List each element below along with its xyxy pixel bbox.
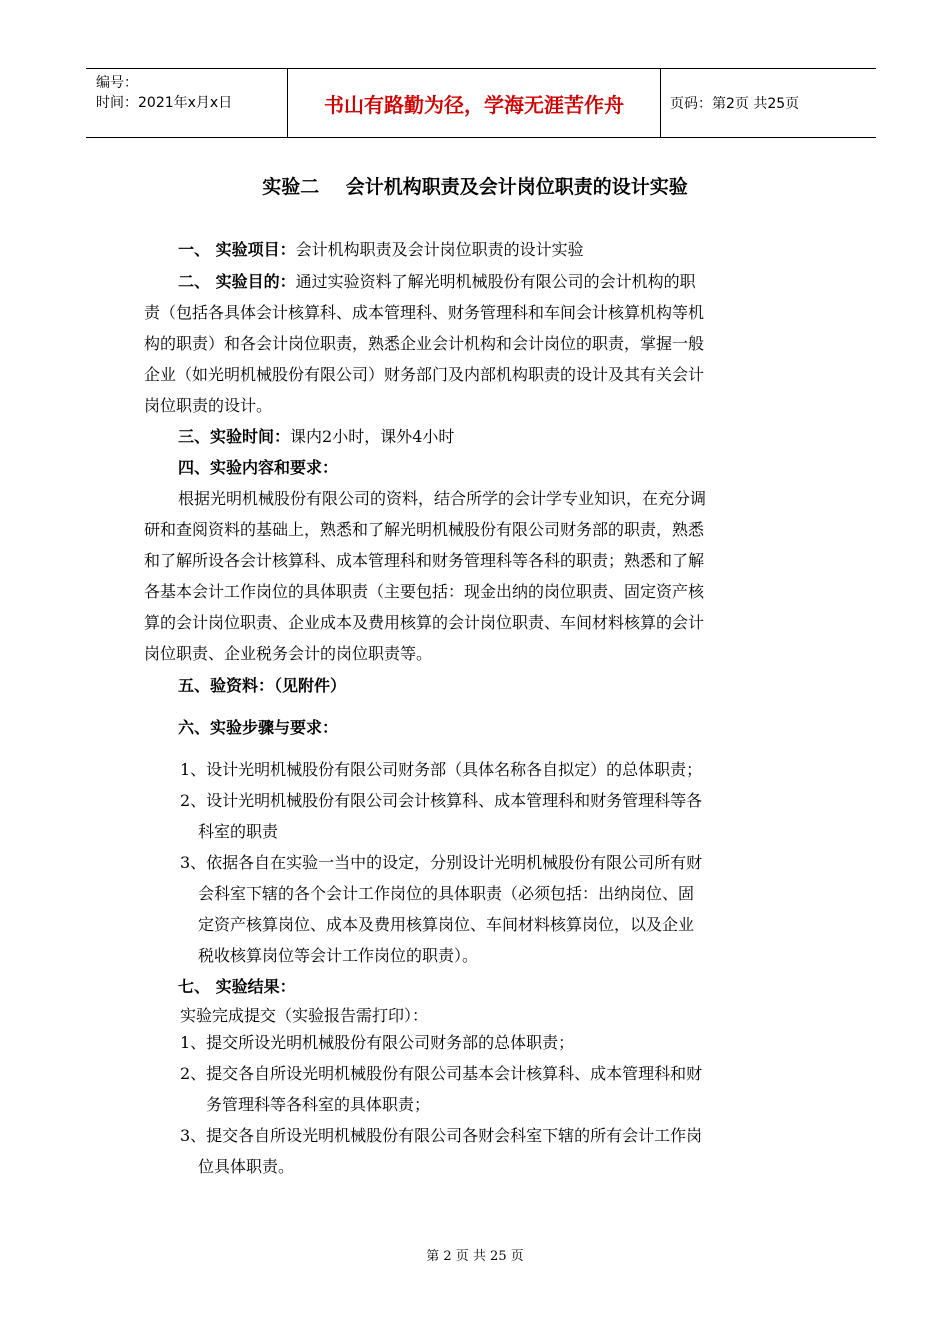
section-6-item-3-cont-3: 税收核算岗位等会计工作岗位的职责）。 bbox=[198, 946, 479, 965]
document-title: 实验二 会计机构职责及会计岗位职责的设计实验 bbox=[262, 176, 688, 198]
section-6-heading: 六、实验步骤与要求： bbox=[178, 718, 339, 737]
section-4-line-5: 算的会计岗位职责、企业成本及费用核算的会计岗位职责、车间材料核算的会计 bbox=[144, 613, 705, 632]
header-meta bbox=[86, 69, 296, 137]
header-page-number: 页码：第2页 共25页 bbox=[670, 96, 800, 112]
section-6-item-2-cont: 科室的职责 bbox=[198, 822, 279, 841]
section-2-line-5: 岗位职责的设计。 bbox=[144, 396, 273, 415]
section-1 bbox=[178, 236, 584, 264]
document-time-label: 时间：2021年x月x日 bbox=[96, 95, 233, 111]
section-2-line-1 bbox=[178, 268, 696, 296]
section-2-line-2: 责（包括各具体会计核算科、成本管理科、财务管理科和车间会计核算机构等机 bbox=[144, 303, 705, 322]
section-6-item-3: 3、依据各自在实验一当中的设定，分别设计光明机械股份有限公司所有财 bbox=[180, 853, 703, 872]
section-5-heading: 五、验资料：（见附件） bbox=[178, 676, 347, 695]
section-7-item-2: 2、提交各自所设光明机械股份有限公司基本会计核算科、成本管理科和财 bbox=[180, 1064, 703, 1083]
section-2-line-4: 企业（如光明机械股份有限公司）财务部门及内部机构职责的设计及其有关会计 bbox=[144, 365, 705, 384]
section-7-item-1: 1、提交所设光明机械股份有限公司财务部的总体职责； bbox=[180, 1033, 575, 1052]
document-number-label: 编号： bbox=[96, 75, 138, 91]
section-4-heading: 四、实验内容和要求： bbox=[178, 458, 339, 477]
section-4-line-6: 岗位职责、企业税务会计的岗位职责等。 bbox=[144, 644, 433, 663]
header-motto: 书山有路勤为径，学海无涯苦作舟 bbox=[324, 92, 624, 117]
section-6-item-2: 2、设计光明机械股份有限公司会计核算科、成本管理科和财务管理科等各 bbox=[180, 791, 703, 810]
section-7-heading: 七、 实验结果： bbox=[178, 977, 296, 996]
section-4-line-1: 根据光明机械股份有限公司的资料，结合所学的会计学专业知识，在充分调 bbox=[178, 489, 707, 508]
section-6-item-1: 1、设计光明机械股份有限公司财务部（具体名称各自拟定）的总体职责； bbox=[180, 760, 703, 779]
section-4-line-3: 和了解所设各会计核算科、成本管理科和财务管理科等各科的职责；熟悉和了解 bbox=[144, 551, 705, 570]
section-2-line-3: 构的职责）和各会计岗位职责，熟悉企业会计机构和会计岗位的职责，掌握一般 bbox=[144, 334, 705, 353]
section-2-text: 通过实验资料了解光明机械股份有限公司的会计机构的职 bbox=[295, 272, 696, 291]
section-4-line-2: 研和查阅资料的基础上，熟悉和了解光明机械股份有限公司财务部的职责，熟悉 bbox=[144, 520, 705, 539]
section-3-heading: 三、实验时间： bbox=[178, 427, 291, 446]
section-6-item-3-cont-1: 会科室下辖的各个会计工作岗位的具体职责（必须包括：出纳岗位、固 bbox=[198, 884, 695, 903]
section-7-intro: 实验完成提交（实验报告需打印）： bbox=[180, 1006, 429, 1025]
section-7-item-3-cont: 位具体职责。 bbox=[198, 1157, 295, 1176]
section-6-item-3-cont-2: 定资产核算岗位、成本及费用核算岗位、车间材料核算岗位，以及企业 bbox=[198, 915, 695, 934]
header-motto-cell bbox=[287, 69, 661, 137]
section-7-item-3: 3、提交各自所设光明机械股份有限公司各财会科室下辖的所有会计工作岗 bbox=[180, 1126, 703, 1145]
section-1-text: 会计机构职责及会计岗位职责的设计实验 bbox=[295, 240, 584, 259]
section-1-heading: 一、 实验项目： bbox=[178, 240, 296, 259]
section-3 bbox=[178, 423, 454, 451]
section-2-heading: 二、 实验目的： bbox=[178, 272, 296, 291]
section-3-text: 课内2小时，课外4小时 bbox=[290, 427, 455, 446]
page-footer: 第 2 页 共 25 页 bbox=[426, 1249, 524, 1264]
section-4-line-4: 各基本会计工作岗位的具体职责（主要包括：现金出纳的岗位职责、固定资产核 bbox=[144, 582, 705, 601]
page-header bbox=[86, 68, 876, 138]
section-7-item-2-cont: 务管理科等各科室的具体职责； bbox=[206, 1095, 431, 1114]
